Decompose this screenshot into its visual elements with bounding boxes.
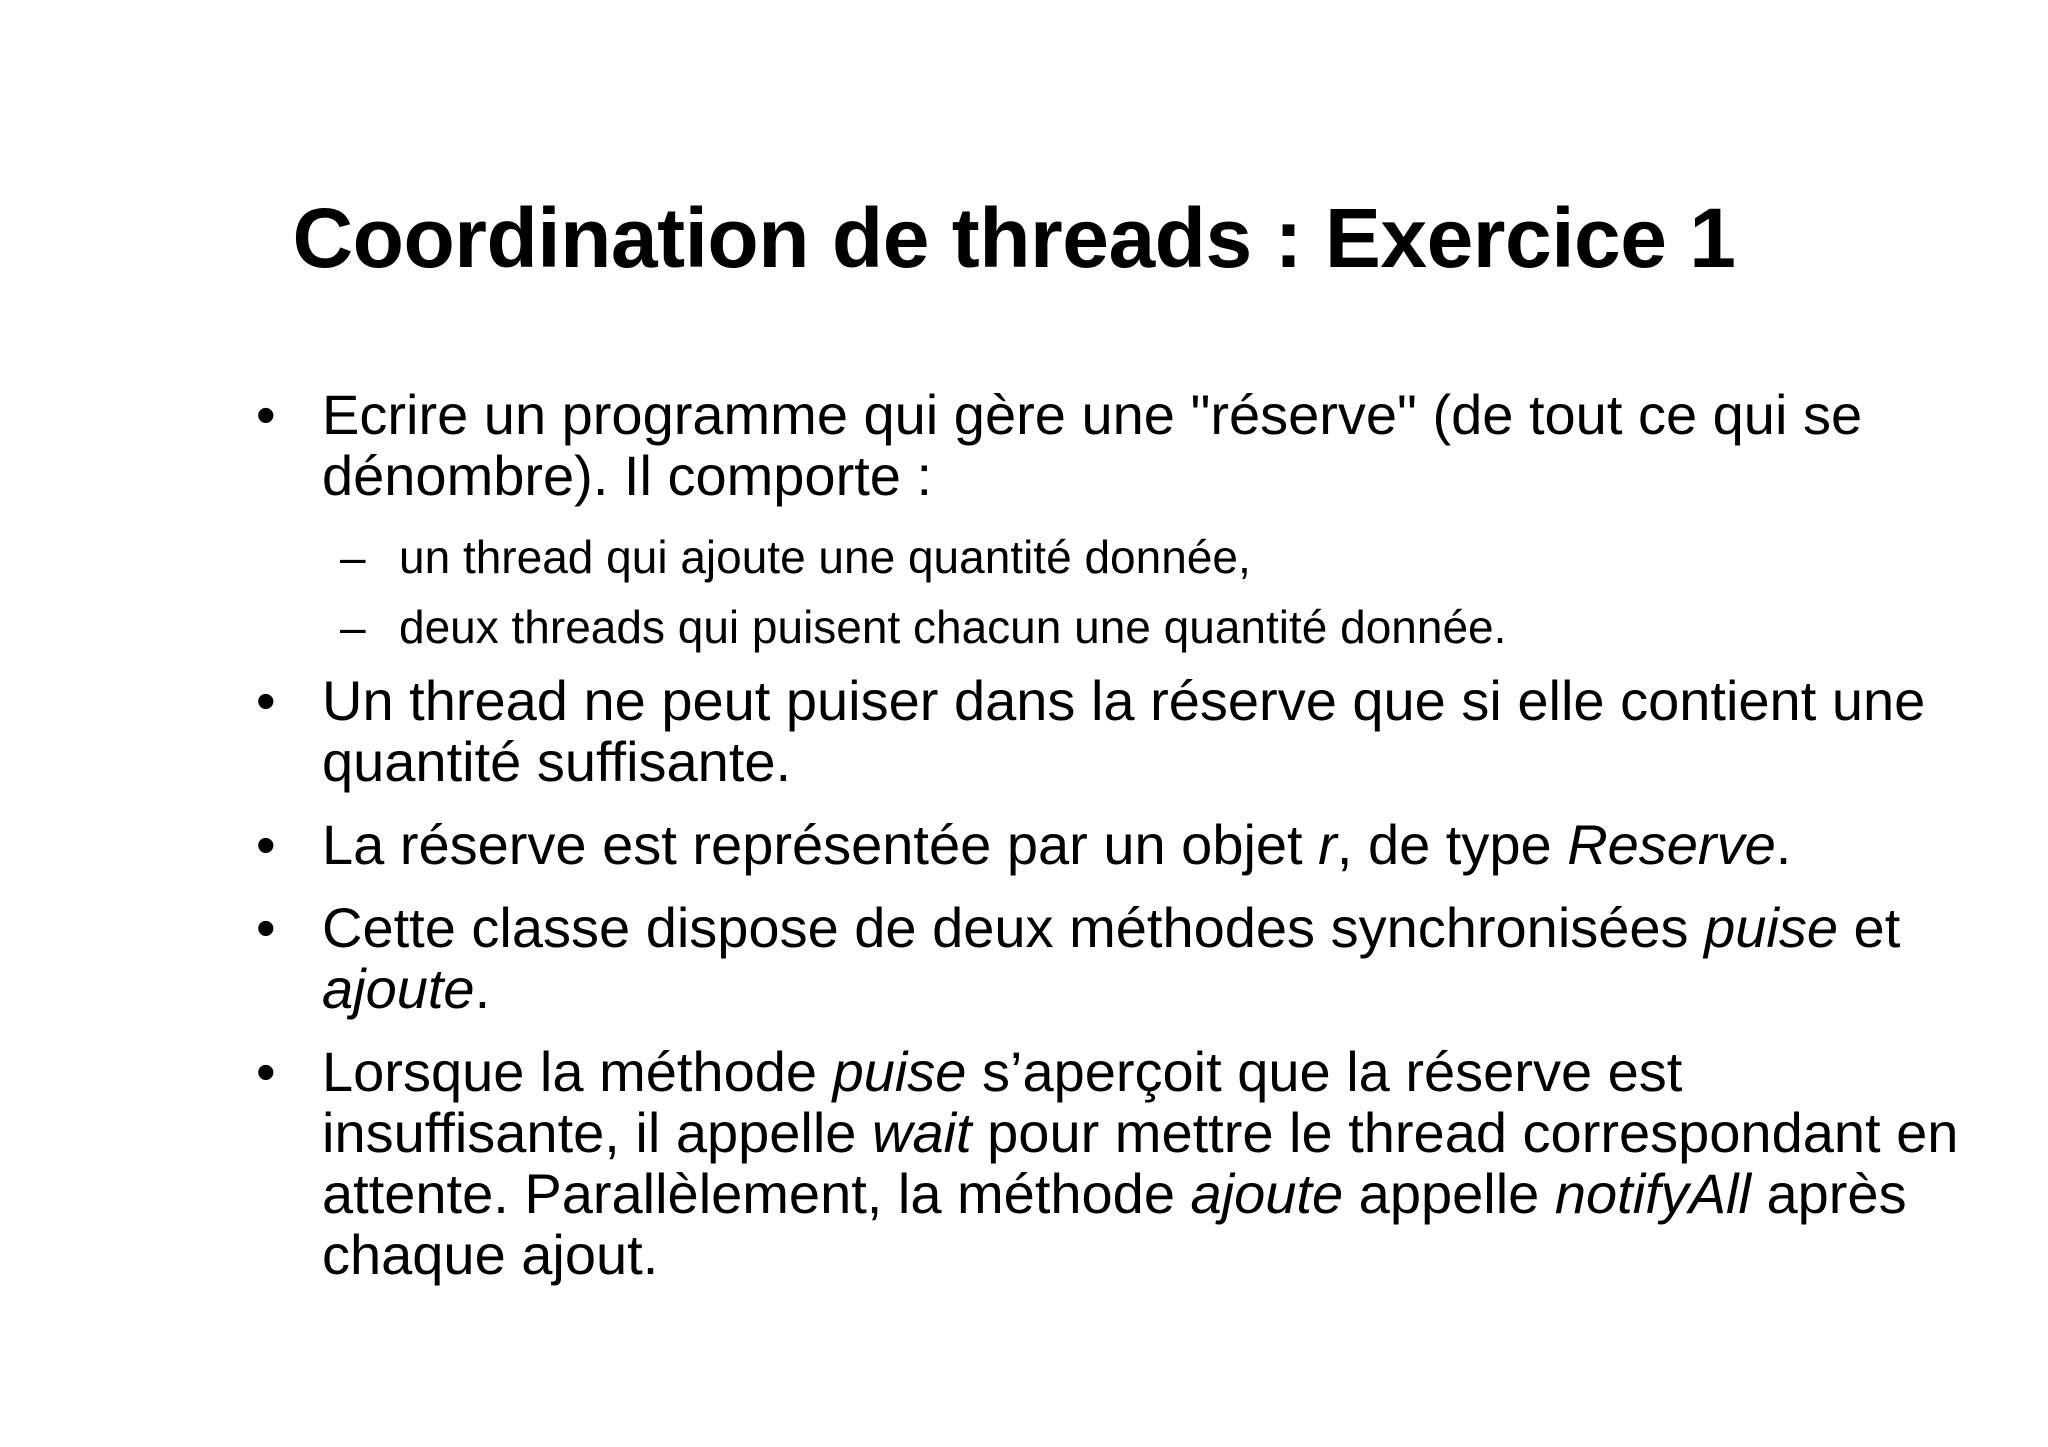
- text-run: , de type: [1336, 813, 1568, 876]
- text-run-italic: r: [1318, 813, 1337, 876]
- text-run: s’aperçoit que la réserve est insuffisante, il appelle: [322, 1040, 1683, 1164]
- bullet-icon: •: [256, 813, 276, 876]
- bullet-item-1: [256, 384, 1976, 506]
- bullet-item-3: [256, 814, 1976, 875]
- text-run: .: [474, 957, 491, 1020]
- sub-item-2: [256, 598, 1976, 656]
- sub-item-text: deux threads qui puisent chacun une quantité donnée.: [399, 601, 1507, 653]
- bullet-item-2: [256, 670, 1976, 792]
- sub-item-1: [256, 528, 1976, 586]
- bullet-text: Un thread ne peut puiser dans la réserve que si elle contient une quantité suffisante.: [322, 669, 1926, 793]
- text-run: appelle: [1343, 1162, 1555, 1225]
- bullet-item-4: [256, 897, 1976, 1019]
- bullet-icon: •: [256, 669, 276, 732]
- text-run-italic: notifyAll: [1554, 1162, 1751, 1225]
- text-run: après chaque ajout.: [322, 1162, 1907, 1286]
- bullet-text: Ecrire un programme qui gère une "réserve" (de tout ce qui se dénombre). Il comporte :: [322, 383, 1863, 507]
- bullet-icon: •: [256, 1040, 276, 1103]
- dash-icon: –: [340, 601, 366, 653]
- text-run: .: [1775, 813, 1792, 876]
- text-run: Cette classe dispose de deux méthodes synchronisées: [322, 896, 1705, 959]
- text-run-italic: Reserve: [1567, 813, 1776, 876]
- bullet-icon: •: [256, 383, 276, 446]
- text-run-italic: puise: [1704, 896, 1838, 959]
- sub-list: [256, 528, 1976, 656]
- bullet-text: [322, 896, 1900, 1020]
- text-run: La réserve est représentée par un objet: [322, 813, 1319, 876]
- dash-icon: –: [340, 531, 366, 583]
- bullet-text: [322, 1040, 1958, 1286]
- text-run: Lorsque la méthode: [322, 1040, 833, 1103]
- slide-title: Coordination de threads : Exercice 1: [292, 191, 1736, 285]
- text-run-italic: ajoute: [1190, 1162, 1344, 1225]
- text-run-italic: ajoute: [322, 957, 475, 1020]
- slide-content: [256, 384, 1976, 1307]
- text-run-italic: puise: [832, 1040, 967, 1103]
- sub-item-text: un thread qui ajoute une quantité donnée,: [399, 531, 1251, 583]
- bullet-item-5: [256, 1041, 1976, 1285]
- text-run: pour mettre le thread correspondant en attente. Parallèlement, la méthode: [322, 1101, 1959, 1225]
- text-run: et: [1838, 896, 1901, 959]
- bullet-icon: •: [256, 896, 276, 959]
- bullet-text: [322, 813, 1791, 876]
- text-run-italic: wait: [872, 1101, 972, 1164]
